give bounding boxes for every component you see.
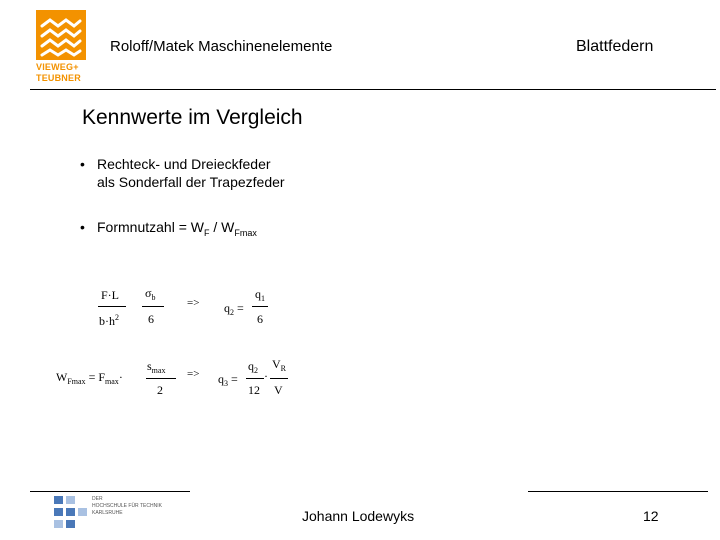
header-topic: Blattfedern <box>576 38 654 55</box>
formula2-fraction-bar-a <box>246 378 264 379</box>
formula1-num-mid: $\sigma_b$ <box>145 286 156 302</box>
footer-divider-left <box>30 491 190 492</box>
bullet-2 <box>80 218 257 242</box>
school-logo-line3: KARLSRUHE <box>92 510 123 516</box>
school-logo-mark <box>54 496 88 530</box>
formula2-q: $q_3$ = <box>218 372 238 388</box>
formula1-lhs: $q_2$ = <box>224 301 244 317</box>
formula1-den-left: $b\cdot h^2$ <box>99 313 119 328</box>
school-logo-text <box>92 496 162 517</box>
publisher-logo-line2: TEUBNER <box>36 73 81 83</box>
bullet-1-line2: als Sonderfall der Trapezfeder <box>97 174 285 190</box>
formula2-dot2: · <box>264 369 268 383</box>
formula1-fraction-bar-left <box>98 306 126 307</box>
footer-author: Johann Lodewyks <box>302 508 415 524</box>
header-title: Roloff/Matek Maschinenelemente <box>110 38 333 55</box>
school-logo <box>54 496 184 530</box>
bullet-2-text: Formnutzahl = W <box>97 219 204 235</box>
bullet-dot: • <box>80 219 85 235</box>
school-logo-line2: HOCHSCHULE FÜR TECHNIK <box>92 503 162 509</box>
formula2-num-mid: $s_{max}$ <box>147 359 166 375</box>
bullet-2-sub2: Fmax <box>234 228 257 238</box>
formula2-num-b: $V_R$ <box>272 357 287 373</box>
formula1-fraction-bar-mid <box>142 306 164 307</box>
formula2-arrow: => <box>187 368 200 380</box>
formula2-den-mid: 2 <box>157 383 163 397</box>
formula2-den-b: V <box>274 383 283 397</box>
formula1-den-right: 6 <box>257 312 263 326</box>
bullet-dot: • <box>80 156 85 172</box>
footer-divider-right <box>528 491 708 492</box>
school-logo-line1: DER <box>92 496 103 502</box>
bullet-2-mid: / W <box>209 219 235 235</box>
formula1-arrow: => <box>187 297 200 309</box>
formula1-fraction-bar-right <box>252 306 268 307</box>
formula2-lhs: $W_{Fmax} = F_{max}\cdot$ <box>56 370 123 386</box>
bullet-1 <box>80 155 285 191</box>
slide-title: Kennwerte im Vergleich <box>82 106 303 129</box>
publisher-logo <box>36 10 88 86</box>
formula1-num-left: F·L <box>101 288 119 302</box>
formula2-den-a: 12 <box>248 383 260 397</box>
header-divider <box>30 89 716 90</box>
page-number: 12 <box>643 508 659 524</box>
bullet-2-sub1: F <box>203 228 210 238</box>
bullet-1-line1: Rechteck- und Dreieckfeder <box>97 156 271 172</box>
formula1-den-mid: 6 <box>148 312 154 326</box>
formula1-num-right: $q_1$ <box>255 287 265 303</box>
formula2-num-a: $q_2$ <box>248 359 258 375</box>
formula2-fraction-bar-b <box>270 378 288 379</box>
publisher-logo-line1: VIEWEG+ <box>36 62 79 72</box>
formula2-fraction-bar-mid <box>146 378 176 379</box>
